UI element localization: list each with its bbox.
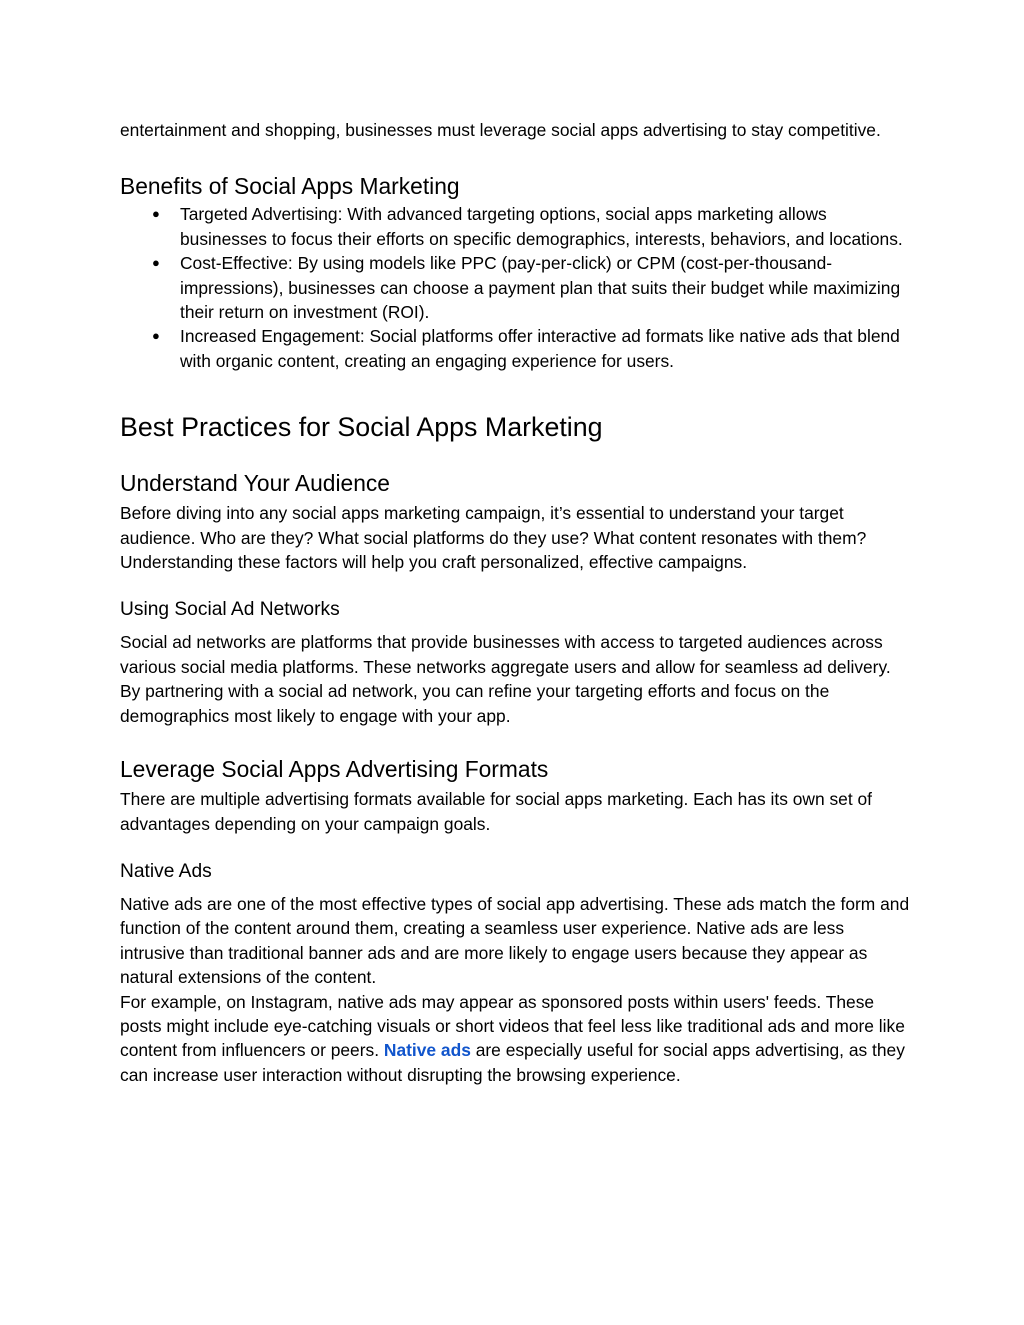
best-practices-heading: Best Practices for Social Apps Marketing bbox=[120, 412, 603, 443]
formats-heading: Leverage Social Apps Advertising Formats bbox=[120, 756, 549, 783]
list-item bbox=[120, 251, 910, 324]
bullet-icon: ● bbox=[152, 206, 160, 222]
native-ads-heading: Native Ads bbox=[120, 860, 212, 882]
list-item bbox=[120, 202, 910, 251]
list-item-text: Increased Engagement: Social platforms offer interactive ad formats like native ads that blend with organic content, creating an engaging experience for users. bbox=[180, 326, 900, 371]
ad-networks-paragraph: Social ad networks are platforms that provide businesses with access to targeted audiences across various social media platforms. These networks aggregate users and allow for seamless ad delivery. By partnering with a social ad network, you can refine your targeting efforts and focus on the demographics most likely to engage with your app. bbox=[120, 632, 891, 726]
bullet-icon: ● bbox=[152, 255, 160, 271]
list-item bbox=[120, 324, 910, 373]
intro-paragraph: entertainment and shopping, businesses must leverage social apps advertising to stay competitive. bbox=[120, 120, 881, 140]
ad-networks-heading: Using Social Ad Networks bbox=[120, 599, 340, 621]
native-ads-paragraph-2 bbox=[120, 990, 910, 1088]
native-ads-paragraph-1: Native ads are one of the most effective types of social app advertising. These ads match the form and function of the content around them, creating a seamless user experience. Native ads are less intrusive than traditional banner ads and are more likely to engage users because they appear as natural extensions of the content. bbox=[120, 893, 910, 988]
benefits-heading: Benefits of Social Apps Marketing bbox=[120, 173, 460, 200]
native-ads-text-before: For example, on Instagram, native ads may appear as sponsored posts within users' feeds. These posts might include eye-catching visuals or short videos that feel less like traditional ads and more like content from influencers or peers. bbox=[120, 991, 905, 1061]
list-item-text: Cost-Effective: By using models like PPC (pay-per-click) or CPM (cost-per-thousand-impressions), businesses can choose a payment plan that suits their budget while maximizing their return on investment (ROI). bbox=[180, 253, 901, 323]
benefits-list bbox=[120, 202, 910, 373]
bullet-icon: ● bbox=[152, 328, 160, 344]
audience-paragraph: Before diving into any social apps marketing campaign, it’s essential to understand your target audience. Who are they? What social platforms do they use? What content resonates with them? Understanding these factors will help you craft personalized, effective campaigns. bbox=[120, 503, 867, 573]
native-ads-text-after: are especially useful for social apps advertising, as they can increase user interaction without disrupting the browsing experience. bbox=[120, 1040, 905, 1085]
audience-heading: Understand Your Audience bbox=[120, 470, 390, 497]
formats-paragraph: There are multiple advertising formats available for social apps marketing. Each has its own set of advantages depending on your campaign goals. bbox=[120, 789, 873, 834]
list-item-text: Targeted Advertising: With advanced targeting options, social apps marketing allows businesses to focus their efforts on specific demographics, interests, behaviors, and locations. bbox=[180, 204, 903, 249]
native-ads-link[interactable]: Native ads bbox=[383, 1040, 471, 1061]
document-page bbox=[120, 118, 910, 1087]
